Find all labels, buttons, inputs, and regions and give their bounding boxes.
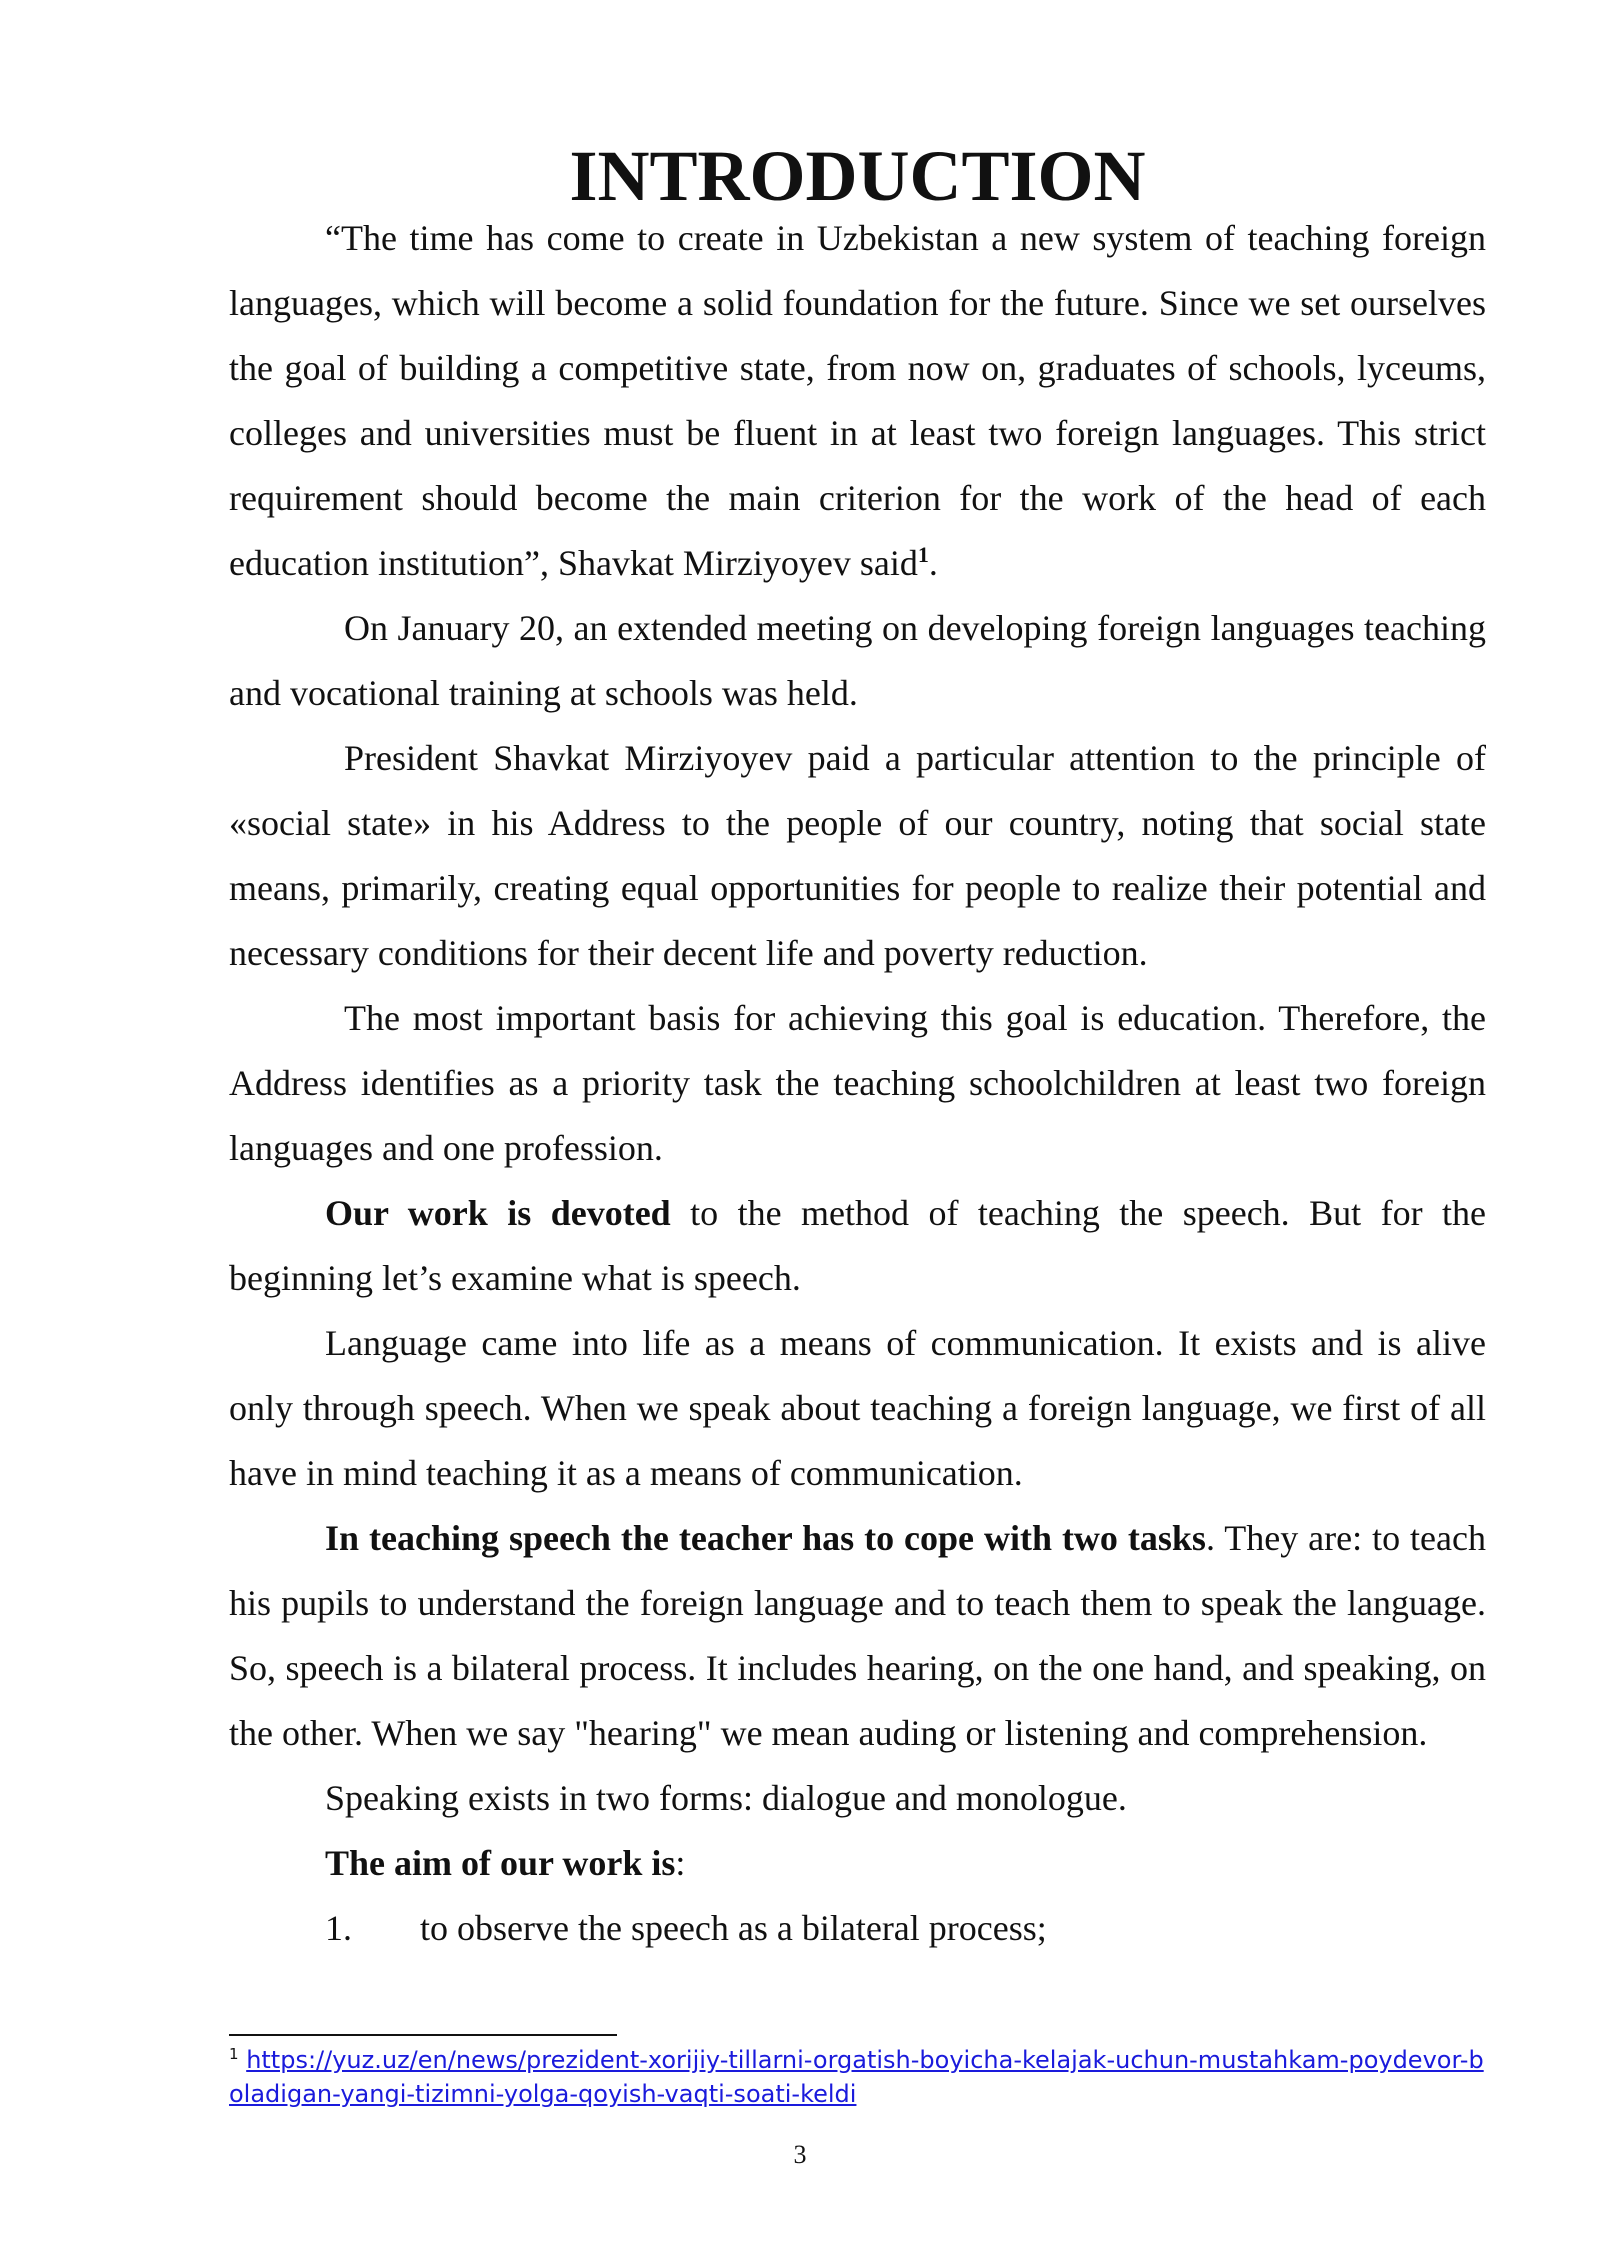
paragraph-work-devoted-rest: to the method of teaching the speech. But for the beginning let’s examine what is speech. (229, 1193, 1486, 1298)
paragraph-teaching-speech (229, 1506, 1486, 1766)
paragraph-language-communication: Language came into life as a means of communication. It exists and is alive only through speech. When we speak about teaching a foreign language, we first of all have in mind teaching it as a means of communication. (229, 1323, 1486, 1493)
footnote-mark: 1 (229, 2045, 239, 2063)
page-number: 3 (793, 2140, 807, 2169)
paragraph-aim-rest: : (675, 1843, 686, 1883)
list-item-text: to observe the speech as a bilateral process; (420, 1908, 1047, 1948)
paragraph-quote-end: . (928, 543, 938, 583)
paragraph-social-state: President Shavkat Mirziyoyev paid a particular attention to the principle of «social state» in his Address to the people of our country, noting that social state means, primarily, creating equal opportunities for people to realize their potential and necessary conditions for their decent life and poverty reduction. (229, 738, 1486, 973)
footnote (229, 2043, 1486, 2111)
paragraph-work-devoted-bold: Our work is devoted (325, 1193, 671, 1233)
document-body (229, 136, 1486, 1961)
paragraph-meeting: On January 20, an extended meeting on developing foreign languages teaching and vocational training at schools was held. (229, 608, 1486, 713)
paragraph-work-devoted (229, 1181, 1486, 1311)
paragraph-education-basis: The most important basis for achieving this goal is education. Therefore, the Address identifies as a priority task the teaching schoolchildren at least two foreign languages and one profession. (229, 998, 1486, 1168)
paragraph-speaking-forms: Speaking exists in two forms: dialogue and monologue. (325, 1778, 1127, 1818)
paragraph-aim-bold: The aim of our work is (325, 1843, 676, 1883)
footnote-reference[interactable]: 1 (917, 542, 929, 567)
footnote-separator (229, 2034, 617, 2036)
paragraph-teaching-speech-bold: In teaching speech the teacher has to cope with two tasks (325, 1518, 1206, 1558)
list-item (229, 1896, 1486, 1961)
paragraph-teaching-speech-rest: . They are: to teach his pupils to understand the foreign language and to teach them to speak the language. So, speech is a bilateral process. It includes hearing, on the one hand, and speaking, on the other. When we say "hearing" we mean auding or listening and comprehension. (229, 1518, 1486, 1753)
paragraph-aim (229, 1831, 1486, 1896)
page-heading: INTRODUCTION (569, 136, 1146, 216)
paragraph-quote (229, 206, 1486, 596)
footnote-link[interactable]: https://yuz.uz/en/news/prezident-xorijiy-tillarni-orgatish-boyicha-kelajak-uchun-mustahkam-poydevor-boladigan-yangi-tizimni-yolga-qoyish-vaqti-soati-keldi (229, 2046, 1484, 2108)
paragraph-quote-text: “The time has come to create in Uzbekistan a new system of teaching foreign languages, which will become a solid foundation for the future. Since we set ourselves the goal of building a competitive state, from now on, graduates of schools, lyceums, colleges and universities must be fluent in at least two foreign languages. This strict requirement should become the main criterion for the work of the head of each education institution”, Shavkat Mirziyoyev said (229, 218, 1486, 583)
list-item-number: 1. (325, 1908, 352, 1948)
